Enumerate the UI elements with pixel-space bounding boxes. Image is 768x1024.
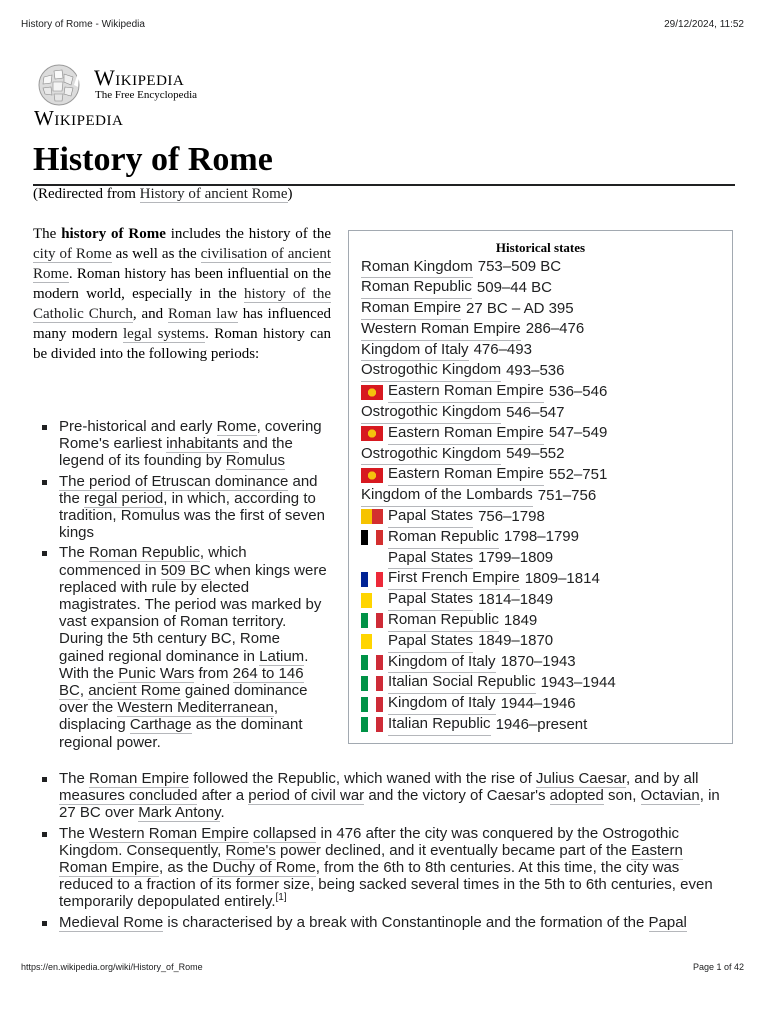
infobox-row (361, 278, 616, 299)
period-text: , as the (159, 859, 213, 877)
papal-white-flag-icon (361, 551, 383, 566)
citation-link[interactable]: [1] (275, 892, 287, 904)
infobox-row (361, 423, 616, 444)
period-list-item (40, 544, 329, 750)
infobox-state-years: 547–549 (548, 424, 608, 442)
infobox-state-link[interactable]: Italian Social Republic (388, 672, 536, 694)
infobox-state-years: 753–509 BC (477, 258, 562, 275)
period-text: in 476 after the city was conquered by the Ostrogothic Kingdom. Consequently, (59, 824, 680, 859)
period-text: as the dominant regional power. (59, 716, 303, 751)
period-link[interactable]: The period of Etruscan dominance (59, 472, 289, 490)
infobox-state-link[interactable]: Eastern Roman Empire (388, 464, 544, 486)
period-link[interactable]: Papal (648, 913, 687, 931)
intro-link[interactable]: history of the Catholic Church (33, 286, 331, 322)
infobox-row (361, 569, 616, 590)
infobox-state-link[interactable]: Eastern Roman Empire (388, 381, 544, 403)
intro-text: as well as the (111, 246, 201, 262)
page-title: History of Rome (33, 141, 273, 178)
infobox-state-link[interactable]: Papal States (388, 548, 473, 570)
byzantine-flag-icon (361, 385, 383, 400)
period-link[interactable]: Western Mediterranean (117, 699, 274, 717)
period-text: , (79, 682, 89, 700)
period-link[interactable]: adopted (549, 787, 604, 805)
period-link[interactable]: Roman Republic (89, 544, 200, 562)
period-text: and the legend of its founding by (59, 435, 293, 470)
infobox-state-link[interactable]: Roman Empire (361, 298, 461, 320)
infobox-state-years: 1798–1799 (503, 528, 579, 546)
period-link[interactable]: Medieval Rome (59, 913, 164, 931)
infobox-row (361, 299, 616, 320)
intro-text: . Roman history has been influential on the modern world, especially in the (33, 266, 331, 302)
intro-link[interactable]: city of Rome (33, 246, 112, 262)
period-text: , from the 6th to 8th centuries. At this time, the city was reduced to a fraction of its former size, being sacked several times in the 5th to 6th centuries, even temporarily depopulated entirely. (59, 859, 713, 911)
intro-link[interactable]: civilisation of ancient Rome (33, 246, 332, 282)
infobox-state-years: 1814–1849 (478, 590, 554, 608)
infobox-state-link[interactable]: Papal States (388, 631, 473, 653)
infobox-row (361, 507, 616, 528)
period-link[interactable]: Duchy of Rome (212, 859, 316, 877)
intro-link[interactable]: legal systems (123, 326, 206, 342)
period-link[interactable]: Eastern Roman Empire (59, 841, 683, 877)
period-list-item (40, 418, 329, 470)
period-text: , in which, according to tradition, Romulus was the first of seven kings (59, 489, 325, 542)
infobox-row (361, 340, 616, 361)
infobox-state-link[interactable]: Ostrogothic Kingdom (361, 402, 501, 424)
print-header-title: History of Rome - Wikipedia (21, 19, 145, 30)
period-link[interactable]: measures concluded (59, 787, 198, 805)
infobox-state-years: 751–756 (537, 486, 597, 504)
infobox-state-years: 1849 (503, 611, 538, 629)
italy-savoy-flag-icon (361, 697, 383, 712)
infobox-row (361, 694, 616, 715)
period-link[interactable]: collapsed (252, 824, 317, 842)
infobox-row (361, 257, 616, 278)
period-link[interactable]: inhabitants (166, 435, 239, 453)
infobox-rows (361, 257, 616, 735)
infobox-state-link[interactable]: Kingdom of the Lombards (361, 485, 533, 507)
intro-paragraph (33, 224, 331, 364)
intro-text: . Roman history can be divided into the following periods: (33, 326, 331, 362)
print-footer-url: https://en.wikipedia.org/wiki/History_of_Rome (21, 962, 203, 972)
infobox-state-years: 1809–1814 (524, 569, 600, 587)
period-link[interactable]: Romulus (225, 452, 285, 470)
infobox-state-years: 286–476 (525, 320, 585, 338)
infobox-state-link[interactable]: Kingdom of Italy (388, 693, 496, 715)
papal-old-flag-icon (361, 509, 383, 524)
papal-yw-flag-icon (361, 593, 383, 608)
infobox-state-link[interactable]: Roman Kingdom (361, 257, 473, 279)
intro-bold: history of Rome (61, 226, 166, 242)
infobox-state-years: 1943–1944 (540, 673, 616, 691)
period-link[interactable]: Latium (259, 647, 305, 665)
period-link[interactable]: 264 to 146 BC (59, 664, 304, 700)
infobox-state-link[interactable]: Italian Republic (388, 714, 491, 736)
period-link[interactable]: ancient Rome (88, 682, 181, 700)
intro-text: The (33, 226, 62, 242)
infobox-state-link[interactable]: Kingdom of Italy (388, 652, 496, 674)
infobox-row (361, 631, 616, 652)
infobox-row (361, 715, 616, 736)
period-link[interactable]: Western Roman Empire (89, 824, 249, 842)
period-link[interactable]: regal period (84, 489, 164, 507)
infobox-state-link[interactable]: Papal States (388, 589, 473, 611)
site-name[interactable]: Wikipedia (94, 65, 185, 90)
periods-list-narrow (40, 418, 329, 754)
period-link[interactable]: Punic Wars (118, 664, 195, 682)
period-text: , displacing (59, 699, 279, 734)
infobox-row (361, 319, 616, 340)
period-text: is characterised by a break with Constantinople and the formation of the (163, 913, 649, 931)
period-text: and the victory of Caesar's (364, 787, 550, 805)
infobox-state-link[interactable]: Ostrogothic Kingdom (361, 360, 501, 382)
period-link[interactable]: Julius Caesar (535, 770, 626, 787)
infobox-state-years: 27 BC – AD 395 (466, 299, 574, 317)
site-wordmark[interactable]: Wikipedia (34, 106, 124, 130)
infobox-row (361, 486, 616, 507)
france-flag-icon (361, 572, 383, 587)
period-text: , and by all (625, 770, 699, 787)
infobox-state-years: 552–751 (548, 465, 608, 483)
period-text: . (220, 804, 225, 822)
redirect-prefix: (Redirected from (33, 186, 140, 202)
site-tagline: The Free Encyclopedia (95, 89, 198, 101)
infobox-state-link[interactable]: Roman Republic (361, 277, 472, 299)
infobox-state-link[interactable]: Roman Republic (388, 527, 499, 549)
period-text: . With the (59, 647, 309, 682)
infobox-state-years: 1799–1809 (478, 549, 554, 567)
italy-1849-flag-icon (361, 613, 383, 628)
period-list-item (40, 825, 735, 911)
infobox-state-link[interactable]: Ostrogothic Kingdom (361, 444, 501, 466)
infobox-state-years: 1849–1870 (478, 632, 554, 650)
period-text: gained dominance over the (59, 682, 308, 717)
infobox-state-link[interactable]: Papal States (388, 506, 473, 528)
infobox-state-link[interactable]: Roman Republic (388, 610, 499, 632)
infobox-state-years: 1870–1943 (500, 653, 576, 671)
period-text: after a (197, 787, 249, 805)
italy-savoy-flag-icon (361, 655, 383, 670)
infobox-row (361, 548, 616, 569)
italy-flag-icon (361, 717, 383, 732)
wikipedia-globe-icon[interactable] (34, 63, 84, 107)
period-text: followed the Republic, which waned with the rise of (189, 770, 536, 787)
period-link[interactable]: Rome's (225, 841, 276, 859)
infobox-row (361, 444, 616, 465)
infobox-row (361, 652, 616, 673)
period-text: power declined, and it eventually became part of the (275, 841, 632, 859)
papal-yw-flag-icon (361, 634, 383, 649)
print-header-datetime: 29/12/2024, 11:52 (664, 19, 744, 30)
period-list-item (40, 770, 735, 822)
infobox-state-years: 546–547 (506, 403, 565, 421)
period-text: when kings were replaced with rule by elected magistrates. The period was marked by vast expansion of Roman territory. During the 5th century BC, Rome gained regional dominance in (59, 561, 327, 665)
intro-link[interactable]: Roman law (168, 306, 238, 322)
byzantine-flag-icon (361, 426, 383, 441)
historical-states-infobox (348, 230, 733, 744)
intro-text: , and (132, 306, 169, 322)
intro-text: has influenced many modern (33, 306, 331, 342)
infobox-row (361, 590, 616, 611)
infobox-state-link[interactable]: Western Roman Empire (361, 319, 521, 341)
infobox-row (361, 361, 616, 382)
period-link[interactable]: 509 BC (160, 561, 211, 579)
infobox-row (361, 527, 616, 548)
period-list-item (40, 914, 735, 931)
period-text: The (59, 770, 90, 787)
infobox-row (361, 382, 616, 403)
period-list-item (40, 473, 329, 542)
period-link[interactable]: Carthage (129, 716, 192, 734)
infobox-state-years: 493–536 (506, 361, 565, 379)
period-text: Pre-historical and early (59, 418, 217, 435)
infobox-state-years: 1944–1946 (500, 694, 576, 712)
infobox-row (361, 673, 616, 694)
redirect-link[interactable]: History of ancient Rome (139, 186, 288, 202)
infobox-title: Historical states (495, 240, 586, 255)
period-text: , which commenced in (59, 544, 247, 579)
infobox-state-link[interactable]: Eastern Roman Empire (388, 423, 544, 445)
period-text: The (59, 824, 90, 842)
redirect-note (33, 186, 293, 203)
infobox-row (361, 611, 616, 632)
period-text: , in 27 BC over (59, 787, 720, 822)
period-link[interactable]: Octavian (640, 787, 700, 805)
periods-list-wide (40, 770, 735, 934)
infobox-state-years: 1946–present (495, 715, 588, 733)
infobox-state-link[interactable]: First French Empire (388, 568, 520, 590)
period-text: son, (603, 787, 641, 805)
roman-rep-1798-flag-icon (361, 530, 383, 545)
intro-text: includes the history of the (165, 226, 331, 242)
infobox-state-years: 536–546 (548, 382, 608, 400)
print-footer-page: Page 1 of 42 (692, 962, 744, 972)
infobox-state-years: 756–1798 (478, 507, 545, 525)
period-text: and the (59, 472, 318, 507)
italy-flag-icon (361, 676, 383, 691)
byzantine-flag-icon (361, 468, 383, 483)
period-text: from (194, 664, 233, 682)
infobox-state-years: 509–44 BC (476, 278, 552, 296)
infobox-state-link[interactable]: Kingdom of Italy (361, 340, 469, 362)
infobox-state-years: 476–493 (473, 341, 532, 359)
period-text: , covering Rome's earliest (59, 418, 322, 453)
period-link[interactable]: Rome (216, 418, 257, 435)
infobox-state-years: 549–552 (506, 445, 565, 463)
infobox-row (361, 465, 616, 486)
period-text: The (59, 544, 90, 562)
period-link[interactable]: Mark Antony (138, 804, 221, 822)
infobox-row (361, 403, 616, 424)
period-link[interactable]: period of civil war (248, 787, 365, 805)
period-link[interactable]: Roman Empire (89, 770, 190, 787)
redirect-suffix: ) (287, 186, 293, 202)
